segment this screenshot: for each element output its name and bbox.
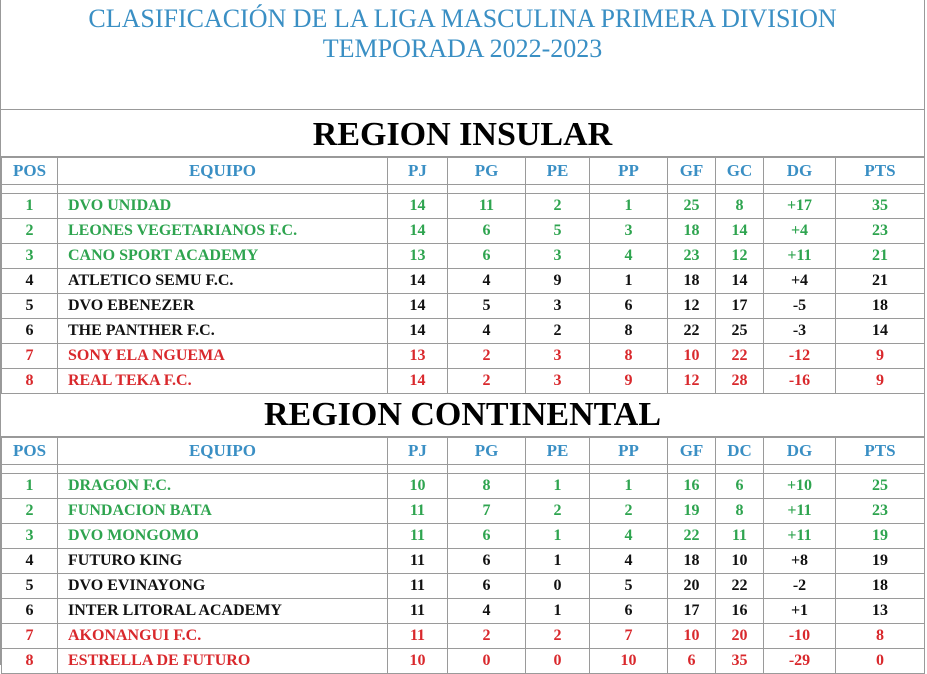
cell-pg: 6 [448,244,526,269]
cell-pts: 9 [836,344,925,369]
cell-pg: 7 [448,499,526,524]
table-header-row [2,158,925,185]
cell-gf: 19 [668,499,716,524]
cell-gf: 6 [668,649,716,674]
cell-gc: 16 [716,599,764,624]
cell-pj: 14 [388,369,448,394]
table-body [2,185,925,394]
cell-dg: +8 [764,549,836,574]
cell-gf: 10 [668,624,716,649]
spacer-cell [526,185,590,194]
cell-gc: 12 [716,244,764,269]
cell-pts: 18 [836,294,925,319]
cell-pts: 19 [836,549,925,574]
cell-gc: 14 [716,219,764,244]
table-row [2,624,925,649]
cell-dg: -2 [764,574,836,599]
cell-gf: 17 [668,599,716,624]
cell-pp: 10 [590,649,668,674]
cell-gf: 25 [668,194,716,219]
spacer-cell [590,185,668,194]
cell-pe: 3 [526,369,590,394]
col-header-gf: GF [668,438,716,465]
spacer-cell [2,185,58,194]
cell-pts: 23 [836,499,925,524]
cell-gf: 20 [668,574,716,599]
cell-pe: 1 [526,599,590,624]
cell-team: FUNDACION BATA [58,499,388,524]
cell-pos: 1 [2,474,58,499]
col-header-team: EQUIPO [58,158,388,185]
table-row [2,269,925,294]
cell-pe: 2 [526,319,590,344]
cell-pg: 2 [448,369,526,394]
cell-team: LEONES VEGETARIANOS F.C. [58,219,388,244]
cell-gc: 14 [716,269,764,294]
cell-team: INTER LITORAL ACADEMY [58,599,388,624]
spacer-cell [526,465,590,474]
document-title [1,0,924,110]
cell-pos: 1 [2,194,58,219]
cell-pj: 11 [388,574,448,599]
cell-pos: 7 [2,624,58,649]
col-header-pg: PG [448,438,526,465]
cell-pp: 6 [590,599,668,624]
table-row [2,244,925,269]
cell-pg: 6 [448,549,526,574]
cell-pp: 1 [590,474,668,499]
table-row [2,319,925,344]
cell-gf: 18 [668,269,716,294]
cell-pp: 8 [590,319,668,344]
cell-pts: 8 [836,624,925,649]
cell-pe: 2 [526,194,590,219]
spacer-cell [764,185,836,194]
cell-pj: 13 [388,244,448,269]
cell-pts: 21 [836,244,925,269]
title-line-1: CLASIFICACIÓN DE LA LIGA MASCULINA PRIMERA DIVISION [88,4,837,33]
spacer-cell [668,465,716,474]
cell-gf: 18 [668,219,716,244]
cell-pg: 6 [448,524,526,549]
cell-dg: +10 [764,474,836,499]
cell-pe: 3 [526,294,590,319]
cell-pos: 3 [2,524,58,549]
cell-gc: 25 [716,319,764,344]
cell-team: CANO SPORT ACADEMY [58,244,388,269]
cell-dg: -5 [764,294,836,319]
table-row [2,599,925,624]
table-row [2,344,925,369]
cell-pts: 25 [836,474,925,499]
cell-pg: 11 [448,194,526,219]
region-title-insular: REGION INSULAR [1,114,924,157]
cell-pts: 21 [836,269,925,294]
cell-team: DVO MONGOMO [58,524,388,549]
col-header-dg: DG [764,158,836,185]
cell-pos: 8 [2,369,58,394]
col-header-pj: PJ [388,438,448,465]
cell-gf: 22 [668,319,716,344]
cell-pos: 3 [2,244,58,269]
table-row [2,574,925,599]
table-row [2,524,925,549]
cell-dg: +17 [764,194,836,219]
cell-pe: 9 [526,269,590,294]
spacer-row [2,185,925,194]
cell-pos: 6 [2,599,58,624]
cell-dg: +11 [764,244,836,269]
cell-pg: 2 [448,624,526,649]
cell-pos: 5 [2,294,58,319]
table-row [2,549,925,574]
table-row [2,369,925,394]
table-row [2,194,925,219]
cell-pg: 6 [448,574,526,599]
col-header-pts: PTS [836,158,925,185]
cell-team: DVO EVINAYONG [58,574,388,599]
table-row [2,294,925,319]
cell-pg: 6 [448,219,526,244]
cell-gc: 11 [716,524,764,549]
table-row [2,649,925,674]
spacer-cell [668,185,716,194]
cell-pj: 13 [388,344,448,369]
cell-pj: 14 [388,269,448,294]
cell-pj: 11 [388,599,448,624]
table-row [2,219,925,244]
spacer-cell [2,465,58,474]
spacer-cell [716,465,764,474]
cell-pe: 1 [526,549,590,574]
cell-pe: 3 [526,244,590,269]
cell-gc: 22 [716,344,764,369]
col-header-pj: PJ [388,158,448,185]
cell-pe: 2 [526,624,590,649]
cell-team: FUTURO KING [58,549,388,574]
cell-gc: 35 [716,649,764,674]
cell-pp: 3 [590,219,668,244]
cell-gc: 8 [716,499,764,524]
cell-pp: 2 [590,499,668,524]
spacer-cell [388,465,448,474]
cell-pg: 2 [448,344,526,369]
cell-pj: 11 [388,524,448,549]
cell-dg: +4 [764,219,836,244]
spacer-cell [388,185,448,194]
cell-team: REAL TEKA F.C. [58,369,388,394]
col-header-pg: PG [448,158,526,185]
cell-pos: 5 [2,574,58,599]
cell-gf: 18 [668,549,716,574]
cell-gc: 10 [716,549,764,574]
cell-pp: 5 [590,574,668,599]
cell-pos: 8 [2,649,58,674]
cell-team: ESTRELLA DE FUTURO [58,649,388,674]
cell-pe: 2 [526,499,590,524]
cell-pts: 14 [836,319,925,344]
spacer-cell [716,185,764,194]
cell-pg: 8 [448,474,526,499]
col-header-pp: PP [590,158,668,185]
spacer-cell [58,465,388,474]
table-header-row [2,438,925,465]
cell-dg: +11 [764,499,836,524]
col-header-pts: PTS [836,438,925,465]
cell-pj: 10 [388,649,448,674]
cell-pp: 7 [590,624,668,649]
cell-gc: 22 [716,574,764,599]
cell-team: DRAGON F.C. [58,474,388,499]
cell-gf: 23 [668,244,716,269]
cell-pts: 9 [836,369,925,394]
cell-gc: 17 [716,294,764,319]
standings-table-continental [1,437,925,674]
cell-pe: 1 [526,474,590,499]
cell-pp: 4 [590,244,668,269]
cell-team: THE PANTHER F.C. [58,319,388,344]
cell-pts: 19 [836,524,925,549]
cell-pj: 14 [388,294,448,319]
spacer-cell [836,185,925,194]
cell-gf: 10 [668,344,716,369]
cell-dg: -10 [764,624,836,649]
table-row [2,474,925,499]
spacer-cell [590,465,668,474]
cell-gf: 12 [668,294,716,319]
spacer-row [2,465,925,474]
cell-gc: 20 [716,624,764,649]
cell-pj: 10 [388,474,448,499]
cell-dg: +1 [764,599,836,624]
cell-pp: 9 [590,369,668,394]
cell-pp: 4 [590,524,668,549]
cell-dg: -29 [764,649,836,674]
cell-dg: -12 [764,344,836,369]
col-header-pe: PE [526,158,590,185]
cell-pos: 4 [2,269,58,294]
cell-pos: 2 [2,499,58,524]
col-header-team: EQUIPO [58,438,388,465]
spacer-cell [448,465,526,474]
spacer-cell [764,465,836,474]
col-header-dc: DC [716,438,764,465]
cell-team: DVO EBENEZER [58,294,388,319]
cell-pp: 4 [590,549,668,574]
cell-pj: 11 [388,499,448,524]
spacer-cell [836,465,925,474]
cell-pg: 4 [448,599,526,624]
cell-pts: 18 [836,574,925,599]
col-header-pp: PP [590,438,668,465]
cell-pos: 7 [2,344,58,369]
cell-pts: 13 [836,599,925,624]
cell-pts: 35 [836,194,925,219]
col-header-gf: GF [668,158,716,185]
spacer-cell [448,185,526,194]
cell-gf: 16 [668,474,716,499]
region-title-continental: REGION CONTINENTAL [1,394,924,437]
col-header-pos: POS [2,438,58,465]
table-body [2,465,925,674]
cell-dg: +11 [764,524,836,549]
col-header-pos: POS [2,158,58,185]
cell-team: ATLETICO SEMU F.C. [58,269,388,294]
cell-pj: 14 [388,219,448,244]
cell-pe: 3 [526,344,590,369]
cell-pts: 0 [836,649,925,674]
col-header-pe: PE [526,438,590,465]
table-row [2,499,925,524]
cell-team: AKONANGUI F.C. [58,624,388,649]
col-header-dg: DG [764,438,836,465]
cell-pj: 11 [388,549,448,574]
spacer-cell [58,185,388,194]
cell-pos: 6 [2,319,58,344]
col-header-gc: GC [716,158,764,185]
cell-pg: 4 [448,269,526,294]
cell-pts: 23 [836,219,925,244]
title-line-2: TEMPORADA 2022-2023 [322,34,603,63]
cell-gf: 12 [668,369,716,394]
cell-pe: 0 [526,649,590,674]
cell-pos: 2 [2,219,58,244]
cell-gc: 28 [716,369,764,394]
cell-pg: 5 [448,294,526,319]
cell-pg: 0 [448,649,526,674]
standings-table-insular [1,157,925,394]
cell-team: SONY ELA NGUEMA [58,344,388,369]
cell-pp: 8 [590,344,668,369]
cell-pos: 4 [2,549,58,574]
cell-pj: 11 [388,624,448,649]
cell-dg: -3 [764,319,836,344]
cell-pj: 14 [388,319,448,344]
cell-gc: 8 [716,194,764,219]
cell-pp: 1 [590,269,668,294]
cell-pp: 6 [590,294,668,319]
cell-pj: 14 [388,194,448,219]
cell-pe: 5 [526,219,590,244]
cell-pp: 1 [590,194,668,219]
cell-dg: +4 [764,269,836,294]
cell-pe: 1 [526,524,590,549]
cell-pg: 4 [448,319,526,344]
cell-dg: -16 [764,369,836,394]
cell-gf: 22 [668,524,716,549]
cell-gc: 6 [716,474,764,499]
cell-team: DVO UNIDAD [58,194,388,219]
cell-pe: 0 [526,574,590,599]
